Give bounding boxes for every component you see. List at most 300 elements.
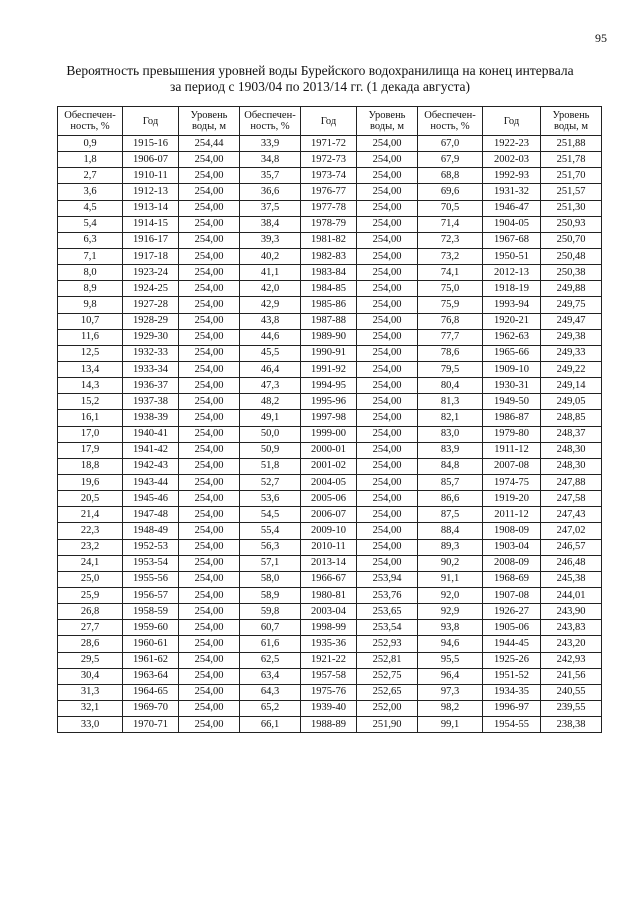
year-cell: 1925-26: [483, 652, 541, 668]
year-cell: 1947-48: [123, 507, 179, 523]
table-row: [58, 361, 602, 377]
probability-cell: 83,0: [418, 426, 483, 442]
year-cell: 1969-70: [123, 700, 179, 716]
probability-cell: 69,6: [418, 184, 483, 200]
level-cell: 252,65: [357, 684, 418, 700]
probability-cell: 25,0: [58, 571, 123, 587]
year-cell: 1910-11: [123, 168, 179, 184]
probability-cell: 83,9: [418, 442, 483, 458]
probability-cell: 23,2: [58, 539, 123, 555]
year-cell: 1986-87: [483, 410, 541, 426]
level-cell: 247,88: [541, 474, 602, 490]
probability-cell: 60,7: [240, 620, 301, 636]
probability-cell: 82,1: [418, 410, 483, 426]
level-cell: 254,00: [179, 200, 240, 216]
header-level-2: Уровень воды, м: [357, 107, 418, 136]
probability-cell: 77,7: [418, 329, 483, 345]
level-cell: 249,33: [541, 345, 602, 361]
level-cell: 238,38: [541, 717, 602, 733]
probability-cell: 74,1: [418, 265, 483, 281]
probability-cell: 50,0: [240, 426, 301, 442]
level-cell: 240,55: [541, 684, 602, 700]
header-year-3: Год: [483, 107, 541, 136]
probability-cell: 31,3: [58, 684, 123, 700]
level-cell: 251,78: [541, 152, 602, 168]
year-cell: 1942-43: [123, 458, 179, 474]
probability-cell: 52,7: [240, 474, 301, 490]
year-cell: 1922-23: [483, 136, 541, 152]
year-cell: 1963-64: [123, 668, 179, 684]
probability-cell: 7,1: [58, 248, 123, 264]
probability-cell: 33,0: [58, 717, 123, 733]
probability-cell: 38,4: [240, 216, 301, 232]
year-cell: 1937-38: [123, 394, 179, 410]
level-cell: 254,00: [179, 684, 240, 700]
probability-cell: 51,8: [240, 458, 301, 474]
year-cell: 1994-95: [301, 378, 357, 394]
header-probability-1: Обеспечен-ность, %: [58, 107, 123, 136]
probability-cell: 98,2: [418, 700, 483, 716]
year-cell: 1927-28: [123, 297, 179, 313]
level-cell: 254,00: [357, 281, 418, 297]
probability-cell: 27,7: [58, 620, 123, 636]
year-cell: 1954-55: [483, 717, 541, 733]
year-cell: 1917-18: [123, 248, 179, 264]
probability-cell: 71,4: [418, 216, 483, 232]
level-cell: 254,00: [357, 410, 418, 426]
probability-cell: 5,4: [58, 216, 123, 232]
probability-cell: 18,8: [58, 458, 123, 474]
probability-cell: 9,8: [58, 297, 123, 313]
probability-cell: 42,0: [240, 281, 301, 297]
year-cell: 1998-99: [301, 620, 357, 636]
year-cell: 1920-21: [483, 313, 541, 329]
year-cell: 1970-71: [123, 717, 179, 733]
level-cell: 253,65: [357, 604, 418, 620]
level-cell: 247,58: [541, 491, 602, 507]
probability-cell: 48,2: [240, 394, 301, 410]
probability-cell: 29,5: [58, 652, 123, 668]
level-cell: 254,00: [179, 652, 240, 668]
level-cell: 254,00: [357, 345, 418, 361]
probability-cell: 14,3: [58, 378, 123, 394]
level-cell: 252,00: [357, 700, 418, 716]
level-cell: 245,38: [541, 571, 602, 587]
probability-cell: 40,2: [240, 248, 301, 264]
level-cell: 248,85: [541, 410, 602, 426]
level-cell: 253,76: [357, 587, 418, 603]
header-year-2: Год: [301, 107, 357, 136]
title-line-2: за период с 1903/04 по 2013/14 гг. (1 декада августа): [169, 79, 471, 94]
probability-cell: 86,6: [418, 491, 483, 507]
level-cell: 254,00: [179, 474, 240, 490]
table-row: [58, 200, 602, 216]
year-cell: 1946-47: [483, 200, 541, 216]
level-cell: 254,00: [179, 265, 240, 281]
year-cell: 1973-74: [301, 168, 357, 184]
year-cell: 1929-30: [123, 329, 179, 345]
level-cell: 254,00: [179, 507, 240, 523]
probability-cell: 2,7: [58, 168, 123, 184]
table-row: [58, 248, 602, 264]
level-cell: 248,30: [541, 458, 602, 474]
level-cell: 254,00: [179, 700, 240, 716]
table-row: [58, 297, 602, 313]
level-cell: 254,00: [179, 717, 240, 733]
probability-cell: 45,5: [240, 345, 301, 361]
year-cell: 1967-68: [483, 232, 541, 248]
probability-cell: 6,3: [58, 232, 123, 248]
table-row: [58, 168, 602, 184]
level-cell: 254,00: [179, 571, 240, 587]
year-cell: 1903-04: [483, 539, 541, 555]
level-cell: 253,54: [357, 620, 418, 636]
level-cell: 249,47: [541, 313, 602, 329]
level-cell: 254,00: [179, 329, 240, 345]
year-cell: 1987-88: [301, 313, 357, 329]
probability-cell: 50,9: [240, 442, 301, 458]
year-cell: 1989-90: [301, 329, 357, 345]
probability-cell: 24,1: [58, 555, 123, 571]
year-cell: 1930-31: [483, 378, 541, 394]
probability-cell: 13,4: [58, 361, 123, 377]
year-cell: 1906-07: [123, 152, 179, 168]
year-cell: 1988-89: [301, 717, 357, 733]
level-cell: 254,00: [179, 491, 240, 507]
level-cell: 254,00: [179, 620, 240, 636]
table-header-row: [58, 107, 602, 136]
year-cell: 1952-53: [123, 539, 179, 555]
table-row: [58, 620, 602, 636]
probability-cell: 81,3: [418, 394, 483, 410]
probability-cell: 8,0: [58, 265, 123, 281]
year-cell: 1960-61: [123, 636, 179, 652]
level-cell: 254,00: [179, 152, 240, 168]
probability-cell: 41,1: [240, 265, 301, 281]
probability-cell: 87,5: [418, 507, 483, 523]
level-cell: 254,00: [179, 458, 240, 474]
table-row: [58, 700, 602, 716]
level-cell: 253,94: [357, 571, 418, 587]
level-cell: 247,02: [541, 523, 602, 539]
header-level-1: Уровень воды, м: [179, 107, 240, 136]
level-cell: 254,00: [179, 394, 240, 410]
probability-cell: 63,4: [240, 668, 301, 684]
level-cell: 250,93: [541, 216, 602, 232]
level-cell: 250,70: [541, 232, 602, 248]
probability-cell: 78,6: [418, 345, 483, 361]
level-cell: 254,00: [179, 361, 240, 377]
table-row: [58, 539, 602, 555]
probability-cell: 93,8: [418, 620, 483, 636]
probability-cell: 99,1: [418, 717, 483, 733]
table-row: [58, 458, 602, 474]
probability-cell: 72,3: [418, 232, 483, 248]
probability-cell: 67,0: [418, 136, 483, 152]
probability-cell: 4,5: [58, 200, 123, 216]
level-cell: 254,00: [357, 200, 418, 216]
level-cell: 252,81: [357, 652, 418, 668]
level-cell: 243,20: [541, 636, 602, 652]
year-cell: 1953-54: [123, 555, 179, 571]
table-row: [58, 265, 602, 281]
table-row: [58, 604, 602, 620]
level-cell: 254,00: [357, 507, 418, 523]
year-cell: 1990-91: [301, 345, 357, 361]
year-cell: 1996-97: [483, 700, 541, 716]
year-cell: 1950-51: [483, 248, 541, 264]
year-cell: 1982-83: [301, 248, 357, 264]
year-cell: 1916-17: [123, 232, 179, 248]
table-row: [58, 491, 602, 507]
year-cell: 1915-16: [123, 136, 179, 152]
level-cell: 247,43: [541, 507, 602, 523]
probability-cell: 36,6: [240, 184, 301, 200]
level-cell: 251,30: [541, 200, 602, 216]
probability-cell: 26,8: [58, 604, 123, 620]
document-title: [0, 63, 640, 95]
year-cell: 1939-40: [301, 700, 357, 716]
probability-cell: 53,6: [240, 491, 301, 507]
table-row: [58, 378, 602, 394]
year-cell: 1972-73: [301, 152, 357, 168]
year-cell: 1926-27: [483, 604, 541, 620]
year-cell: 1943-44: [123, 474, 179, 490]
year-cell: 1984-85: [301, 281, 357, 297]
probability-cell: 20,5: [58, 491, 123, 507]
year-cell: 1976-77: [301, 184, 357, 200]
level-cell: 254,00: [179, 216, 240, 232]
level-cell: 251,57: [541, 184, 602, 200]
year-cell: 1964-65: [123, 684, 179, 700]
table-row: [58, 281, 602, 297]
year-cell: 2000-01: [301, 442, 357, 458]
level-cell: 249,22: [541, 361, 602, 377]
probability-cell: 43,8: [240, 313, 301, 329]
probability-cell: 12,5: [58, 345, 123, 361]
probability-cell: 94,6: [418, 636, 483, 652]
year-cell: 1985-86: [301, 297, 357, 313]
year-cell: 1904-05: [483, 216, 541, 232]
year-cell: 1977-78: [301, 200, 357, 216]
level-cell: 249,14: [541, 378, 602, 394]
level-cell: 254,00: [179, 297, 240, 313]
year-cell: 1905-06: [483, 620, 541, 636]
year-cell: 1912-13: [123, 184, 179, 200]
year-cell: 1957-58: [301, 668, 357, 684]
probability-cell: 85,7: [418, 474, 483, 490]
probability-cell: 42,9: [240, 297, 301, 313]
level-cell: 254,00: [179, 426, 240, 442]
year-cell: 1921-22: [301, 652, 357, 668]
level-cell: 254,00: [357, 297, 418, 313]
probability-cell: 19,6: [58, 474, 123, 490]
year-cell: 1966-67: [301, 571, 357, 587]
year-cell: 1962-63: [483, 329, 541, 345]
year-cell: 1992-93: [483, 168, 541, 184]
table-row: [58, 474, 602, 490]
level-cell: 254,00: [357, 216, 418, 232]
table-row: [58, 313, 602, 329]
level-cell: 254,00: [357, 361, 418, 377]
probability-cell: 44,6: [240, 329, 301, 345]
year-cell: 1948-49: [123, 523, 179, 539]
probability-cell: 91,1: [418, 571, 483, 587]
level-cell: 239,55: [541, 700, 602, 716]
level-cell: 254,00: [179, 604, 240, 620]
level-cell: 254,00: [179, 410, 240, 426]
year-cell: 1944-45: [483, 636, 541, 652]
probability-cell: 84,8: [418, 458, 483, 474]
probability-cell: 66,1: [240, 717, 301, 733]
level-cell: 251,70: [541, 168, 602, 184]
level-cell: 254,00: [357, 474, 418, 490]
level-cell: 241,56: [541, 668, 602, 684]
level-cell: 254,00: [357, 491, 418, 507]
year-cell: 1981-82: [301, 232, 357, 248]
level-cell: 254,00: [357, 152, 418, 168]
level-cell: 249,38: [541, 329, 602, 345]
header-year-1: Год: [123, 107, 179, 136]
level-cell: 254,00: [357, 539, 418, 555]
table-row: [58, 587, 602, 603]
year-cell: 2002-03: [483, 152, 541, 168]
probability-cell: 57,1: [240, 555, 301, 571]
year-cell: 2010-11: [301, 539, 357, 555]
probability-cell: 30,4: [58, 668, 123, 684]
level-cell: 254,00: [179, 313, 240, 329]
level-cell: 250,38: [541, 265, 602, 281]
probability-cell: 32,1: [58, 700, 123, 716]
year-cell: 1999-00: [301, 426, 357, 442]
year-cell: 2006-07: [301, 507, 357, 523]
year-cell: 1983-84: [301, 265, 357, 281]
level-cell: 254,00: [179, 442, 240, 458]
probability-cell: 1,8: [58, 152, 123, 168]
probability-cell: 89,3: [418, 539, 483, 555]
table-row: [58, 184, 602, 200]
probability-cell: 59,8: [240, 604, 301, 620]
level-cell: 249,75: [541, 297, 602, 313]
probability-cell: 95,5: [418, 652, 483, 668]
level-cell: 251,88: [541, 136, 602, 152]
probability-cell: 37,5: [240, 200, 301, 216]
probability-cell: 15,2: [58, 394, 123, 410]
year-cell: 2004-05: [301, 474, 357, 490]
probability-cell: 17,0: [58, 426, 123, 442]
year-cell: 1940-41: [123, 426, 179, 442]
year-cell: 1974-75: [483, 474, 541, 490]
year-cell: 1958-59: [123, 604, 179, 620]
year-cell: 1978-79: [301, 216, 357, 232]
level-cell: 243,90: [541, 604, 602, 620]
year-cell: 1956-57: [123, 587, 179, 603]
level-cell: 254,00: [179, 281, 240, 297]
level-cell: 252,75: [357, 668, 418, 684]
probability-cell: 96,4: [418, 668, 483, 684]
year-cell: 1941-42: [123, 442, 179, 458]
probability-cell: 92,9: [418, 604, 483, 620]
year-cell: 1907-08: [483, 587, 541, 603]
year-cell: 1918-19: [483, 281, 541, 297]
probability-cell: 11,6: [58, 329, 123, 345]
table-row: [58, 394, 602, 410]
header-probability-3: Обеспечен-ность, %: [418, 107, 483, 136]
level-cell: 254,00: [179, 168, 240, 184]
table-row: [58, 410, 602, 426]
probability-cell: 62,5: [240, 652, 301, 668]
level-cell: 254,00: [179, 668, 240, 684]
probability-cell: 54,5: [240, 507, 301, 523]
year-cell: 1913-14: [123, 200, 179, 216]
year-cell: 1933-34: [123, 361, 179, 377]
level-cell: 254,00: [357, 426, 418, 442]
level-cell: 254,00: [357, 313, 418, 329]
level-cell: 246,57: [541, 539, 602, 555]
table-row: [58, 152, 602, 168]
probability-cell: 8,9: [58, 281, 123, 297]
probability-cell: 97,3: [418, 684, 483, 700]
table-row: [58, 636, 602, 652]
probability-cell: 76,8: [418, 313, 483, 329]
level-cell: 254,00: [357, 523, 418, 539]
year-cell: 1928-29: [123, 313, 179, 329]
table-row: [58, 442, 602, 458]
year-cell: 2012-13: [483, 265, 541, 281]
level-cell: 254,00: [179, 184, 240, 200]
probability-cell: 79,5: [418, 361, 483, 377]
year-cell: 1914-15: [123, 216, 179, 232]
header-level-3: Уровень воды, м: [541, 107, 602, 136]
level-cell: 254,00: [179, 539, 240, 555]
level-cell: 254,00: [179, 523, 240, 539]
year-cell: 2009-10: [301, 523, 357, 539]
year-cell: 1909-10: [483, 361, 541, 377]
level-cell: 254,00: [357, 265, 418, 281]
year-cell: 1980-81: [301, 587, 357, 603]
table-row: [58, 426, 602, 442]
year-cell: 2013-14: [301, 555, 357, 571]
table-row: [58, 523, 602, 539]
year-cell: 2005-06: [301, 491, 357, 507]
probability-cell: 35,7: [240, 168, 301, 184]
level-cell: 254,00: [179, 232, 240, 248]
year-cell: 2007-08: [483, 458, 541, 474]
year-cell: 1975-76: [301, 684, 357, 700]
level-cell: 254,00: [357, 168, 418, 184]
table-row: [58, 232, 602, 248]
table-row: [58, 216, 602, 232]
year-cell: 1961-62: [123, 652, 179, 668]
year-cell: 2001-02: [301, 458, 357, 474]
probability-cell: 21,4: [58, 507, 123, 523]
level-cell: 254,00: [357, 248, 418, 264]
level-cell: 254,00: [357, 136, 418, 152]
level-cell: 254,00: [357, 378, 418, 394]
probability-cell: 61,6: [240, 636, 301, 652]
level-cell: 244,01: [541, 587, 602, 603]
probability-cell: 88,4: [418, 523, 483, 539]
level-cell: 254,00: [179, 378, 240, 394]
header-probability-2: Обеспечен-ность, %: [240, 107, 301, 136]
year-cell: 1908-09: [483, 523, 541, 539]
probability-cell: 49,1: [240, 410, 301, 426]
level-cell: 254,00: [357, 232, 418, 248]
year-cell: 1911-12: [483, 442, 541, 458]
level-cell: 252,93: [357, 636, 418, 652]
water-level-probability-table: [57, 106, 602, 733]
probability-cell: 64,3: [240, 684, 301, 700]
